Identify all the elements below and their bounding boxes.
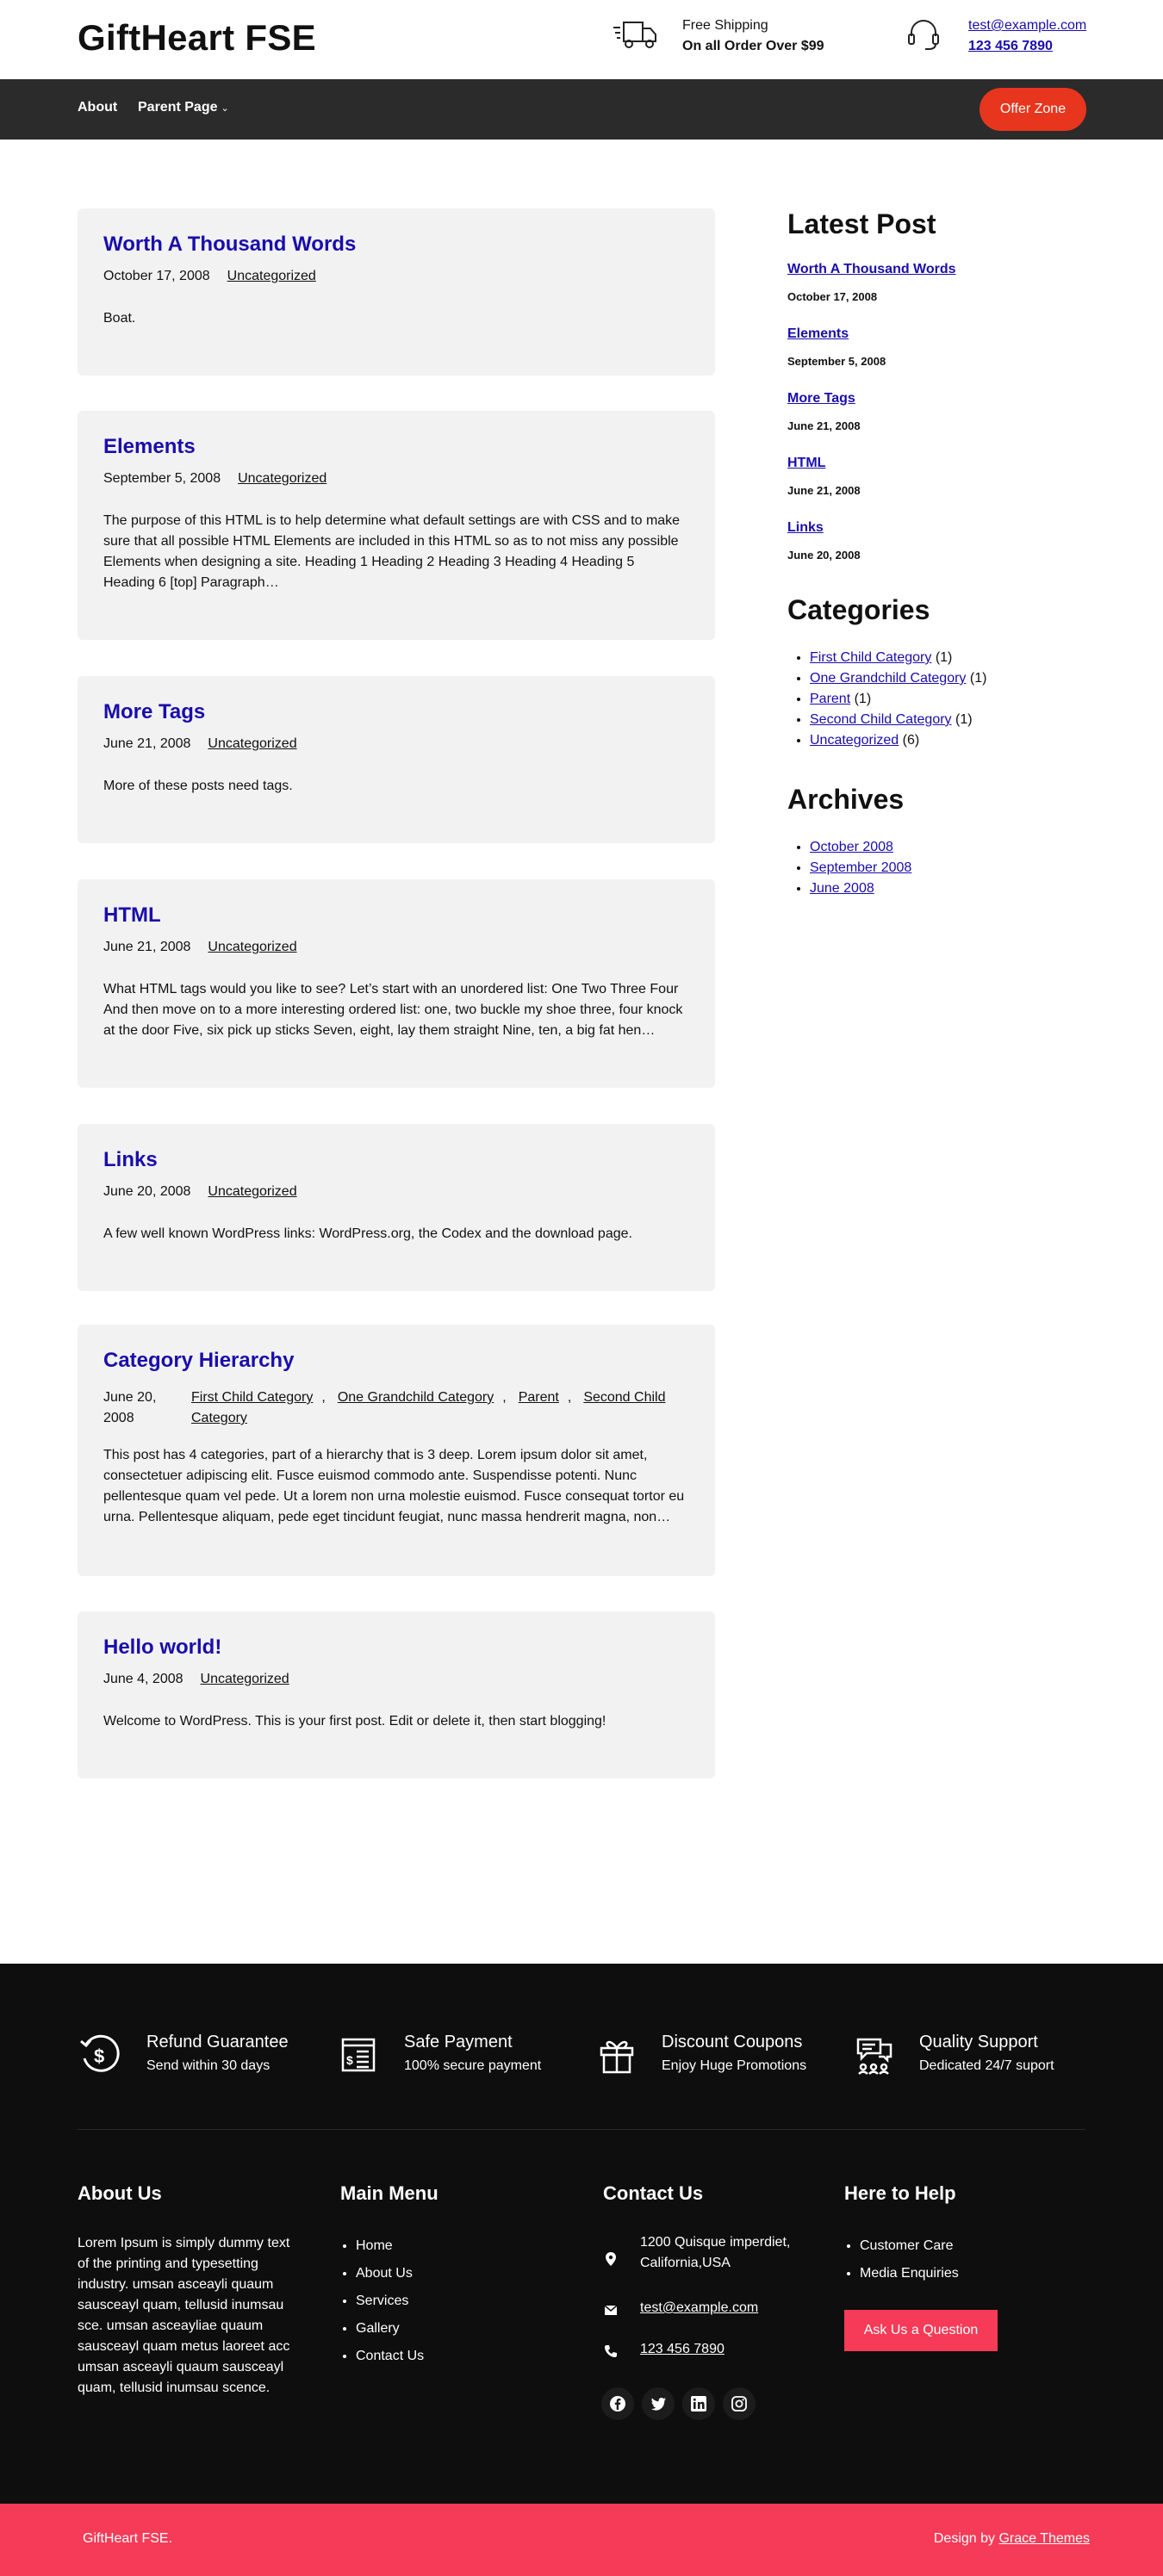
linkedin-icon: [690, 2395, 707, 2412]
refund-dollar-icon: [78, 2033, 122, 2077]
post-date: June 4, 2008: [103, 1672, 183, 1686]
copyright-bar: [0, 2504, 1163, 2576]
latest-post-heading: Latest Post: [787, 208, 936, 239]
post-date: June 21, 2008: [103, 736, 191, 751]
instagram-icon: [731, 2395, 748, 2412]
post-category-link[interactable]: Uncategorized: [208, 736, 297, 751]
archive-item: [810, 878, 911, 899]
footer-menu-item[interactable]: • Gallery: [356, 2315, 424, 2343]
latest-post-link[interactable]: HTML: [787, 456, 826, 470]
header-phone-link[interactable]: 123 456 7890: [968, 39, 1053, 53]
twitter-icon: [650, 2395, 667, 2412]
archives-heading: Archives: [787, 784, 905, 815]
post-date: September 5, 2008: [103, 471, 221, 486]
post-card: [78, 411, 715, 640]
post-card: [78, 1124, 715, 1291]
nav-item-about[interactable]: About: [78, 100, 118, 115]
category-count: (1): [955, 712, 973, 727]
design-credit: [934, 2531, 1090, 2547]
post-category-link[interactable]: Uncategorized: [227, 269, 316, 283]
credit-link[interactable]: Grace Themes: [998, 2531, 1090, 2546]
latest-post-date: June 21, 2008: [787, 484, 861, 497]
post-excerpt: Welcome to WordPress. This is your first post. Edit or delete it, then start blogging!: [103, 1714, 606, 1729]
post-card: [78, 879, 715, 1088]
category-count: (6): [902, 733, 920, 748]
feature-title: Refund Guarantee: [146, 2033, 289, 2051]
instagram-button[interactable]: [723, 2387, 756, 2420]
footer-menu-item[interactable]: • Contact Us: [356, 2343, 424, 2370]
category-item: [810, 710, 986, 730]
envelope-icon: [603, 2302, 619, 2318]
category-count: (1): [935, 650, 953, 665]
post-category-link[interactable]: Uncategorized: [200, 1672, 289, 1686]
category-item: [810, 668, 986, 689]
archive-item: [810, 837, 911, 858]
shipping-subtitle: On all Order Over $99: [682, 39, 824, 53]
post-excerpt: More of these posts need tags.: [103, 779, 293, 793]
post-meta: [103, 940, 297, 955]
post-excerpt: Boat.: [103, 311, 136, 326]
feature-title: Safe Payment: [404, 2033, 513, 2051]
latest-post-link[interactable]: Links: [787, 520, 824, 535]
post-category-link[interactable]: Uncategorized: [208, 940, 297, 954]
post-excerpt: The purpose of this HTML is to help determine what default settings are with CSS and to make sure that all possible HTML Elements are included in this HTML so as to not miss any possible Elements when designing a site. Heading 1 Heading 2 Heading 3 Heading 4 Heading 5 Heading 6 [top] Paragraph…: [103, 513, 681, 590]
linkedin-button[interactable]: [682, 2387, 715, 2420]
nav-item-label: Parent Page: [138, 100, 218, 115]
footer-menu-item[interactable]: • Services: [356, 2287, 424, 2315]
phone-icon: [603, 2343, 619, 2359]
header-contact: [968, 16, 1086, 57]
post-category-link[interactable]: Uncategorized: [238, 471, 327, 486]
category-link[interactable]: Uncategorized: [810, 733, 899, 748]
post-card: [78, 1325, 715, 1576]
post-excerpt: This post has 4 categories, part of a hierarchy that is 3 deep. Lorem ipsum dolor sit amet, consectetuer adipiscing elit. Fusce euismod commodo ante. Suspendisse potenti. Nunc pellentesque quam vel pede. Ut a lorem non urna molestie euismod. Fusce consequat tortor eu urna. Pellentesque aliquam, pede eget tincidunt feugiat, nunc massa hendrerit magna, non…: [103, 1448, 685, 1524]
post-date: June 20, 2008: [103, 1184, 191, 1199]
post-category-link[interactable]: Uncategorized: [208, 1184, 297, 1199]
category-link[interactable]: First Child Category: [810, 650, 932, 665]
feature-subtitle: Send within 30 days: [146, 2058, 271, 2073]
site-header: [0, 0, 1163, 79]
delivery-truck-icon: [612, 17, 660, 52]
contact-address: 1200 Quisque imperdiet, California,USA: [640, 2235, 791, 2270]
chevron-down-icon: ⌄: [221, 103, 229, 114]
post-excerpt: A few well known WordPress links: WordPress.org, the Codex and the download page.: [103, 1226, 632, 1241]
category-item: [810, 648, 986, 668]
post-title[interactable]: Elements: [103, 435, 196, 458]
gift-box-icon: [594, 2033, 639, 2077]
feature-subtitle: Enjoy Huge Promotions: [662, 2058, 807, 2073]
footer-menu-item[interactable]: • Home: [356, 2232, 424, 2260]
latest-post-date: October 17, 2008: [787, 290, 878, 303]
feature-subtitle: Dedicated 24/7 suport: [919, 2058, 1054, 2073]
contact-phone-link[interactable]: 123 456 7890: [640, 2342, 725, 2356]
post-date: June 20, 2008: [103, 1390, 157, 1425]
post-title[interactable]: Links: [103, 1148, 158, 1171]
site-footer: [0, 1964, 1163, 2504]
footer-menu-item[interactable]: • About Us: [356, 2260, 424, 2287]
footer-divider: [78, 2129, 1085, 2130]
support-chat-icon: [853, 2033, 898, 2077]
about-heading: About Us: [78, 2182, 162, 2204]
archive-link[interactable]: September 2008: [810, 860, 912, 875]
category-item: [810, 730, 986, 751]
help-item[interactable]: • Customer Care: [860, 2232, 959, 2260]
latest-post-link[interactable]: Worth A Thousand Words: [787, 262, 956, 276]
archive-link[interactable]: October 2008: [810, 840, 893, 854]
post-excerpt: What HTML tags would you like to see? Let’s start with an unordered list: One Two Three Four And then move on to a more interesting ordered list: one, two buckle my shoe three, four knock at the door Five, six pick up sticks Seven, eight, lay them straight Nine, ten, a big fat hen…: [103, 982, 683, 1038]
category-item: [810, 689, 986, 710]
feature-title: Discount Coupons: [662, 2033, 803, 2051]
headset-icon: [905, 16, 942, 53]
post-meta: [103, 471, 327, 487]
footer-menu: [340, 2232, 424, 2370]
contact-email-link[interactable]: test@example.com: [640, 2300, 759, 2315]
post-title[interactable]: HTML: [103, 903, 161, 927]
post-date: October 17, 2008: [103, 269, 210, 283]
location-pin-icon: [603, 2251, 619, 2267]
post-card: [78, 208, 715, 376]
credit-prefix: Design by: [933, 2531, 996, 2546]
contact-heading: Contact Us: [603, 2182, 704, 2204]
offer-zone-button[interactable]: Offer Zone: [980, 88, 1086, 131]
post-title[interactable]: Category Hierarchy: [103, 1349, 295, 1372]
archive-item: [810, 858, 911, 878]
post-meta: [103, 269, 316, 284]
ask-question-button[interactable]: Ask Us a Question: [844, 2310, 998, 2351]
header-email-link[interactable]: test@example.com: [968, 18, 1087, 33]
post-category-link[interactable]: Second Child Category: [191, 1390, 666, 1425]
latest-post-date: June 21, 2008: [787, 419, 861, 432]
category-count: (1): [969, 671, 987, 686]
copyright-text: GiftHeart FSE.: [83, 2531, 173, 2546]
latest-post-date: June 20, 2008: [787, 549, 861, 562]
archives-list: [810, 837, 911, 899]
main-navigation: [0, 79, 1163, 140]
facebook-icon: [609, 2395, 626, 2412]
categories-heading: Categories: [787, 594, 930, 625]
svg-text:$: $: [94, 2045, 105, 2067]
post-date: June 21, 2008: [103, 940, 191, 954]
category-link[interactable]: Parent: [810, 692, 851, 706]
feature-title: Quality Support: [919, 2033, 1038, 2051]
post-category-link[interactable]: Parent: [518, 1390, 559, 1405]
post-categories: First Child Category , One Grandchild Category , Parent , Second Child Category: [191, 1390, 666, 1425]
post-title[interactable]: Worth A Thousand Words: [103, 233, 357, 256]
post-meta: [103, 1184, 297, 1200]
latest-post-date: September 5, 2008: [787, 355, 886, 368]
twitter-button[interactable]: [642, 2387, 675, 2420]
help-heading: Here to Help: [844, 2182, 956, 2204]
category-count: (1): [854, 692, 872, 706]
category-link[interactable]: Second Child Category: [810, 712, 952, 727]
post-title[interactable]: More Tags: [103, 700, 206, 723]
post-category-link[interactable]: First Child Category: [191, 1390, 314, 1405]
site-title[interactable]: GiftHeart FSE: [78, 17, 316, 58]
post-category-link[interactable]: One Grandchild Category: [337, 1390, 494, 1405]
categories-list: [810, 648, 986, 751]
post-meta: [103, 1672, 289, 1687]
shipping-info: [682, 16, 824, 57]
feature-subtitle: 100% secure payment: [404, 2058, 542, 2073]
latest-post-link[interactable]: Elements: [787, 326, 849, 341]
archive-link[interactable]: June 2008: [810, 881, 874, 896]
facebook-button[interactable]: [601, 2387, 634, 2420]
about-text: Lorem Ipsum is simply dummy text of the printing and typesetting industry. umsan asceayli quaum sausceayl quam, tellusid inumsau sce. umsan asceayliae quaum sausceayl quam metus laoreet acc umsan asceayli quaum sausceayl quam, tellusid inumsau scence.: [78, 2236, 290, 2395]
shipping-title: Free Shipping: [682, 18, 768, 33]
post-card: [78, 676, 715, 843]
post-meta: [103, 736, 297, 752]
post-title[interactable]: Hello world!: [103, 1636, 222, 1659]
payment-browser-icon: [336, 2033, 381, 2077]
help-list: [844, 2232, 959, 2287]
main-menu-heading: Main Menu: [340, 2182, 438, 2204]
latest-post-link[interactable]: More Tags: [787, 391, 855, 406]
category-link[interactable]: One Grandchild Category: [810, 671, 967, 686]
post-card: [78, 1611, 715, 1778]
svg-text:$: $: [346, 2053, 353, 2067]
help-item[interactable]: • Media Enquiries: [860, 2260, 959, 2287]
nav-item-parent-page[interactable]: [138, 100, 229, 115]
